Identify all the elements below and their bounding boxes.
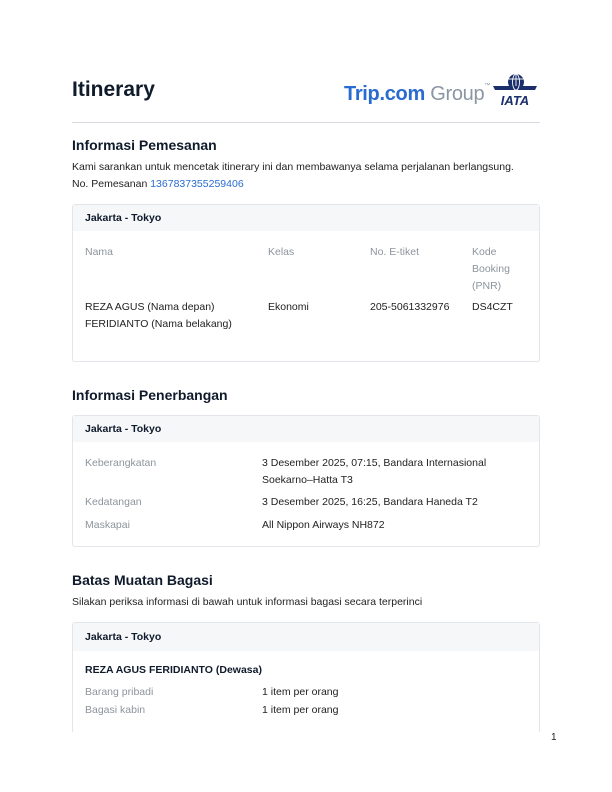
page-number: 1 (551, 732, 557, 743)
order-number-line (72, 178, 244, 190)
baggage-note: Silakan periksa informasi di bawah untuk informasi bagasi secara terperinci (72, 596, 423, 608)
brand-group-text: Group (430, 83, 485, 105)
cabin-baggage-label: Bagasi kabin (85, 704, 146, 716)
baggage-passenger: REZA AGUS FERIDIANTO (Dewasa) (85, 664, 262, 676)
personal-item-label: Barang pribadi (85, 686, 154, 698)
baggage-heading: Batas Muatan Bagasi (72, 572, 213, 588)
order-number-label: No. Pemesanan (72, 178, 148, 190)
arrival-label: Kedatangan (85, 496, 142, 508)
tripcom-group-logo: Trip.com Group™ (344, 83, 491, 105)
personal-item-value: 1 item per orang (262, 686, 339, 698)
col-pnr-header: Kode Booking (PNR) (472, 246, 510, 292)
booking-route-header: Jakarta - Tokyo (73, 205, 539, 231)
airline-label: Maskapai (85, 519, 130, 531)
flight-card (72, 415, 540, 547)
baggage-route-header: Jakarta - Tokyo (73, 623, 539, 651)
booking-card (72, 204, 540, 362)
page-title: Itinerary (72, 78, 155, 101)
col-eticket-header: No. E-tiket (370, 246, 420, 258)
order-number-link[interactable]: 1367837355259406 (150, 178, 244, 190)
flight-heading: Informasi Penerbangan (72, 387, 228, 403)
iata-text: IATA (500, 93, 530, 108)
departure-value: 3 Desember 2025, 07:15, Bandara Internasional Soekarno–Hatta T3 (262, 457, 487, 486)
col-name-header: Nama (85, 246, 114, 258)
brand-trip-text: Trip.com (344, 83, 425, 105)
booking-heading: Informasi Pemesanan (72, 137, 217, 153)
booking-note: Kami sarankan untuk mencetak itinerary ini dan membawanya selama perjalanan berlangsung. (72, 161, 514, 173)
arrival-value: 3 Desember 2025, 16:25, Bandara Haneda T2 (262, 496, 478, 508)
travel-class: Ekonomi (268, 301, 309, 313)
pnr-code: DS4CZT (472, 301, 513, 313)
cabin-baggage-value: 1 item per orang (262, 704, 339, 716)
departure-label: Keberangkatan (85, 457, 157, 469)
page-bottom-cutoff (0, 732, 612, 792)
iata-logo (491, 72, 539, 108)
header-divider (72, 122, 540, 123)
flight-route-header: Jakarta - Tokyo (73, 416, 539, 442)
col-class-header: Kelas (268, 246, 295, 258)
eticket-number: 205-5061332976 (370, 301, 450, 313)
passenger-name: REZA AGUS (Nama depan) FERIDIANTO (Nama belakang) (85, 301, 232, 330)
airline-value: All Nippon Airways NH872 (262, 519, 385, 531)
